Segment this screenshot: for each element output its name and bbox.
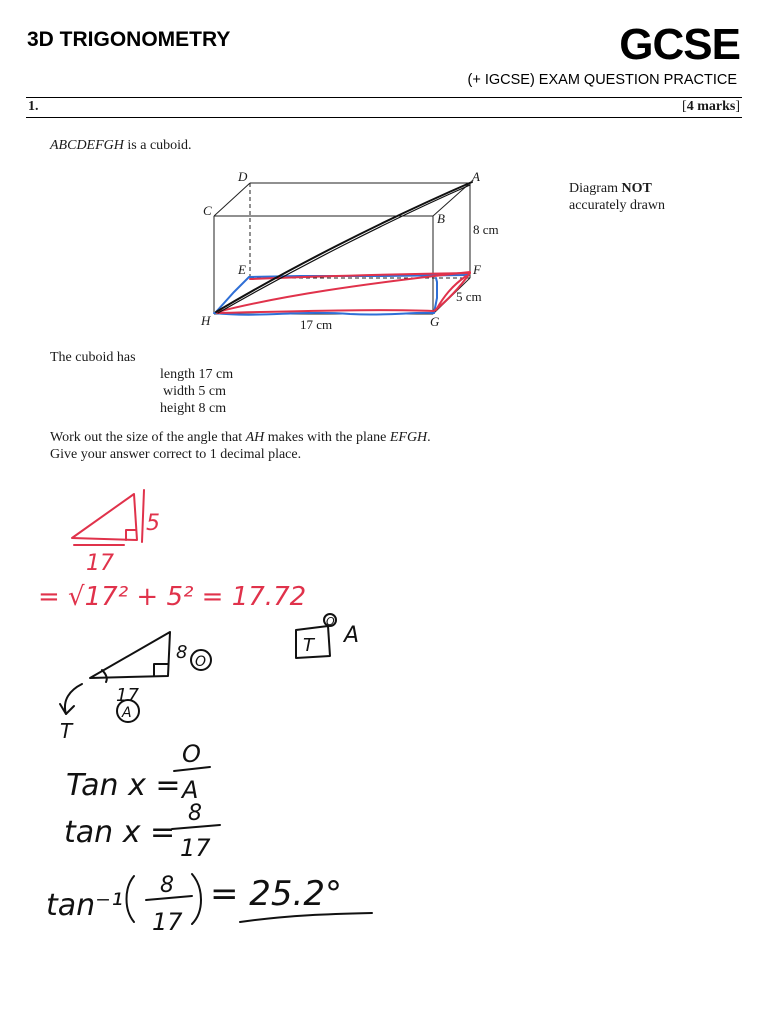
task-text-mid: makes with the plane [264, 430, 390, 445]
cuboid-name: ABCDEFGH [50, 138, 124, 153]
black-working-text [46, 615, 359, 936]
red-working [72, 490, 144, 545]
tri2-adj-17: 17 [116, 685, 139, 706]
diagram-note-not: NOT [621, 181, 652, 196]
height-text: height 8 cm [160, 401, 227, 416]
cuboid-has-text: The cuboid has [50, 350, 136, 365]
line3-num: 8 [160, 873, 174, 898]
diagram-note-line2: accurately drawn [569, 198, 665, 213]
question-number: 1. [28, 99, 39, 114]
line3-answer: = 25.2° [210, 874, 342, 914]
tri2-angle-t: T [60, 719, 73, 743]
toa-t: T [303, 635, 314, 656]
vertex-g: G [430, 314, 440, 329]
vertex-a: A [472, 169, 480, 184]
black-right-angle [154, 664, 168, 676]
marks-close-bracket: ] [735, 99, 740, 114]
paren-close [192, 874, 201, 924]
vertex-f: F [473, 262, 481, 277]
vertex-c: C [203, 203, 212, 218]
paren-open [127, 876, 135, 922]
dim-height: 8 cm [473, 222, 499, 237]
task-text-a: Work out the size of the angle that [50, 430, 246, 445]
vertex-h: H [201, 313, 211, 328]
marks-open-bracket: [ [682, 99, 687, 114]
toa-a: A [344, 623, 360, 648]
red-side-5: 5 [146, 511, 160, 536]
tri2-adj-circle-label: A [122, 705, 132, 721]
marks-value: 4 marks [686, 99, 736, 114]
line2-num: 8 [188, 801, 202, 826]
line2-den: 17 [180, 834, 211, 862]
task-text-end: . [427, 430, 431, 445]
tri2-opp-circle-label: O [195, 654, 207, 670]
brand-title: GCSE [619, 20, 740, 69]
diagram-note-prefix: Diagram [569, 181, 622, 196]
subtitle: (+ IGCSE) EXAM QUESTION PRACTICE [467, 72, 737, 88]
vertex-d: D [238, 169, 248, 184]
line3-den: 17 [152, 908, 183, 936]
red-working-text [38, 511, 306, 612]
toa-o: O [326, 615, 335, 628]
red-pythagoras: = √17² + 5² = 17.72 [38, 582, 307, 612]
vertex-b: B [437, 211, 445, 226]
vertex-e: E [238, 262, 246, 277]
black-angle-arrow [65, 684, 82, 714]
intro-text: is a cuboid. [123, 138, 192, 153]
line3-lhs: tan⁻¹ [46, 888, 124, 923]
line1-lhs: Tan x = [66, 768, 181, 803]
topic-title: 3D TRIGONOMETRY [27, 28, 231, 51]
red-triangle [72, 494, 137, 540]
line2-lhs: tan x = [64, 815, 176, 850]
line1-den: A [182, 776, 199, 804]
black-angle-arc [102, 670, 107, 682]
width-text: width 5 cm [163, 384, 226, 399]
dim-width: 5 cm [456, 289, 482, 304]
task-line-2: Give your answer correct to 1 decimal place. [50, 447, 302, 462]
answer-underline [240, 913, 372, 922]
black-arrowhead [60, 704, 74, 714]
tri2-opp-8: 8 [176, 642, 188, 663]
task-var-ah: AH [245, 430, 265, 445]
red-right-angle [126, 530, 136, 540]
dim-length: 17 cm [300, 317, 333, 332]
line1-num: O [182, 740, 201, 768]
task-var-efgh: EFGH [389, 430, 428, 445]
red-side-mark [142, 490, 144, 542]
length-text: length 17 cm [160, 367, 234, 382]
red-base-17: 17 [86, 551, 114, 576]
